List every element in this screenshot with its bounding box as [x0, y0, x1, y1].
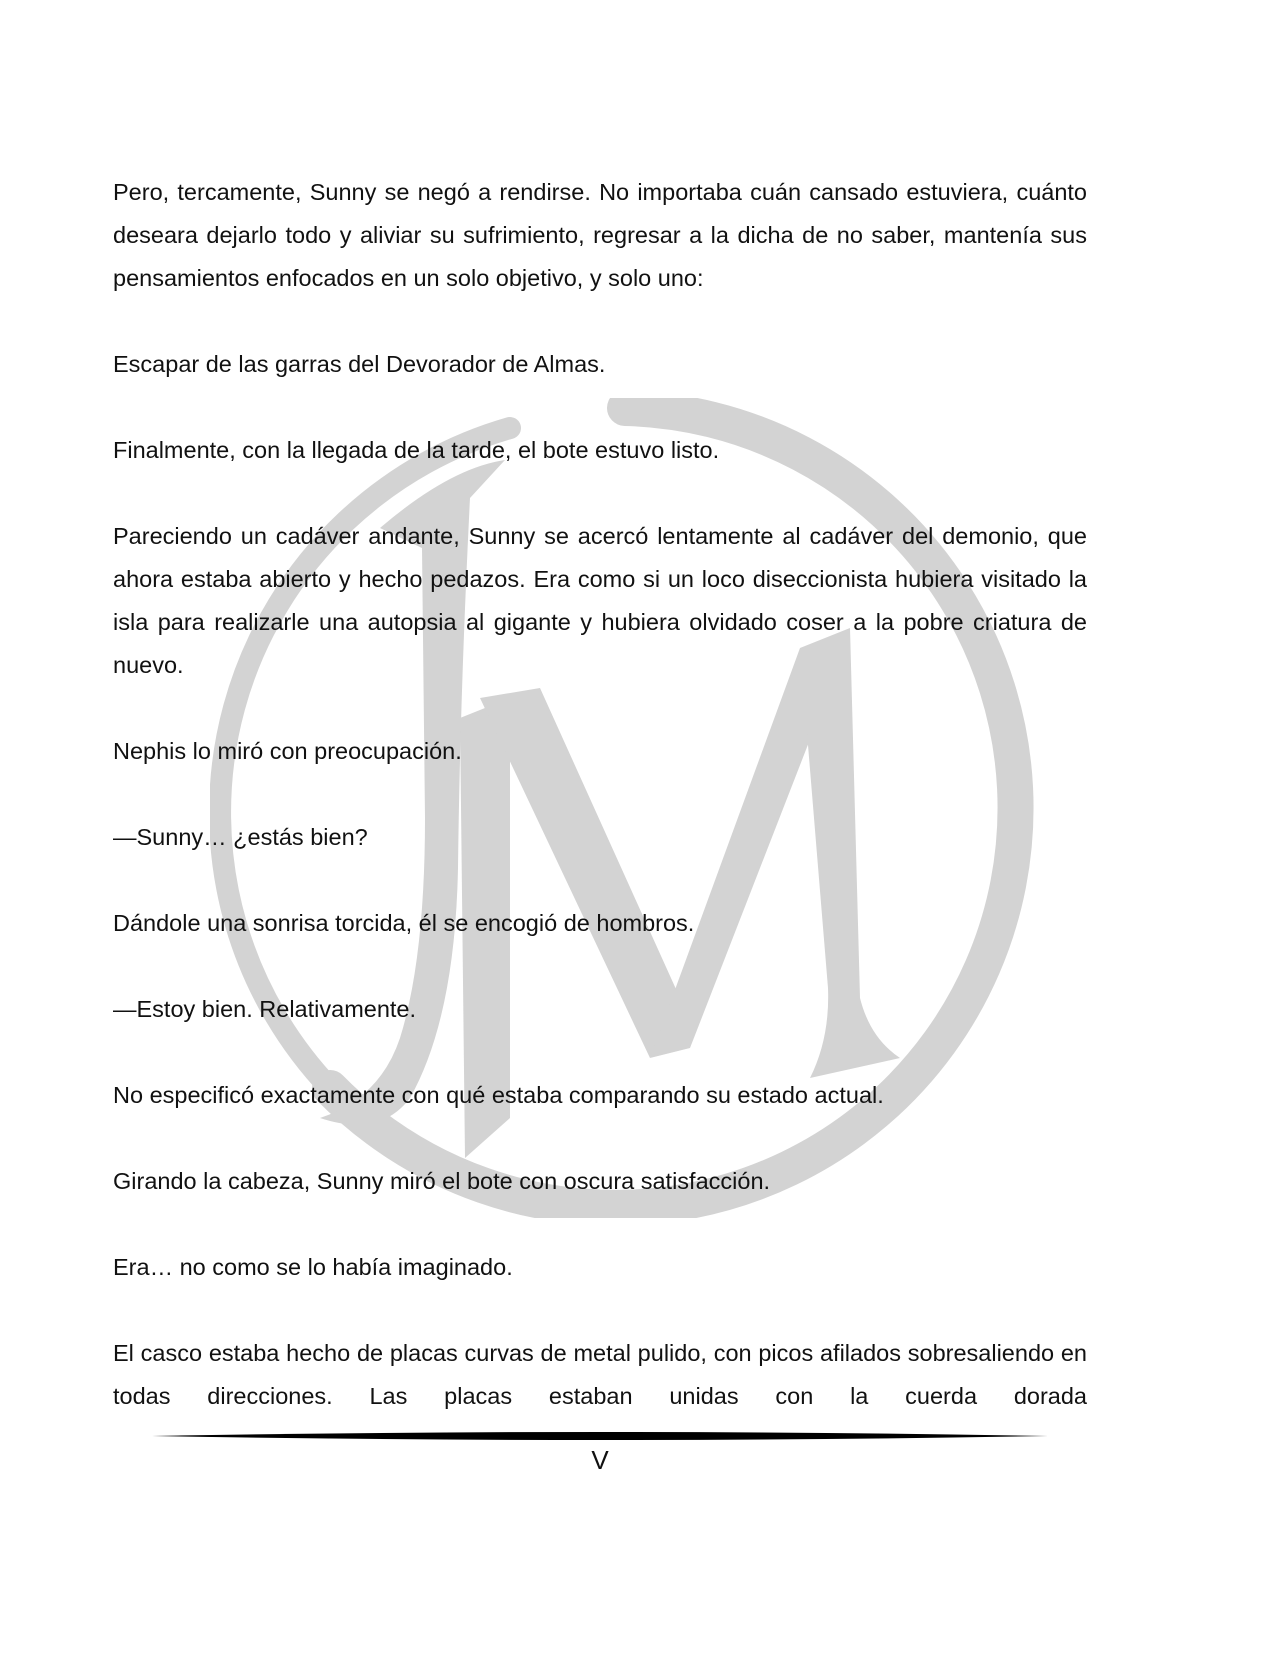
paragraph: Girando la cabeza, Sunny miró el bote con oscura satisfacción.: [113, 1168, 771, 1194]
paragraph: Escapar de las garras del Devorador de Almas.: [113, 351, 606, 377]
page-number: V: [591, 1445, 609, 1475]
paragraph: Era… no como se lo había imaginado.: [113, 1254, 513, 1280]
paragraph: Dándole una sonrisa torcida, él se encogió de hombros.: [113, 910, 695, 936]
paragraph: No especificó exactamente con qué estaba comparando su estado actual.: [113, 1082, 884, 1108]
paragraph: Finalmente, con la llegada de la tarde, el bote estuvo listo.: [113, 437, 720, 463]
paragraph: Pareciendo un cadáver andante, Sunny se acercó lentamente al cadáver del demonio, que ahora estaba abierto y hecho pedazos. Era como si un loco diseccionista hubiera visitado la isla para realizarle una autopsia al gigante y hubiera olvidado coser a la pobre criatura de nuevo.: [113, 523, 1087, 678]
paragraph: —Estoy bien. Relativamente.: [113, 996, 417, 1022]
footer-divider: [152, 1429, 1048, 1443]
page-body-text: [113, 171, 1087, 1418]
paragraph: El casco estaba hecho de placas curvas de metal pulido, con picos afilados sobresaliendo en todas direcciones. Las placas estaban unidas con la cuerda dorada: [113, 1340, 1087, 1409]
paragraph: Pero, tercamente, Sunny se negó a rendirse. No importaba cuán cansado estuviera, cuánto deseara dejarlo todo y aliviar su sufrimiento, regresar a la dicha de no saber, mantenía sus pensamientos enfocados en un solo objetivo, y solo uno:: [113, 179, 1087, 291]
paragraph: —Sunny… ¿estás bien?: [113, 824, 368, 850]
paragraph: Nephis lo miró con preocupación.: [113, 738, 462, 764]
